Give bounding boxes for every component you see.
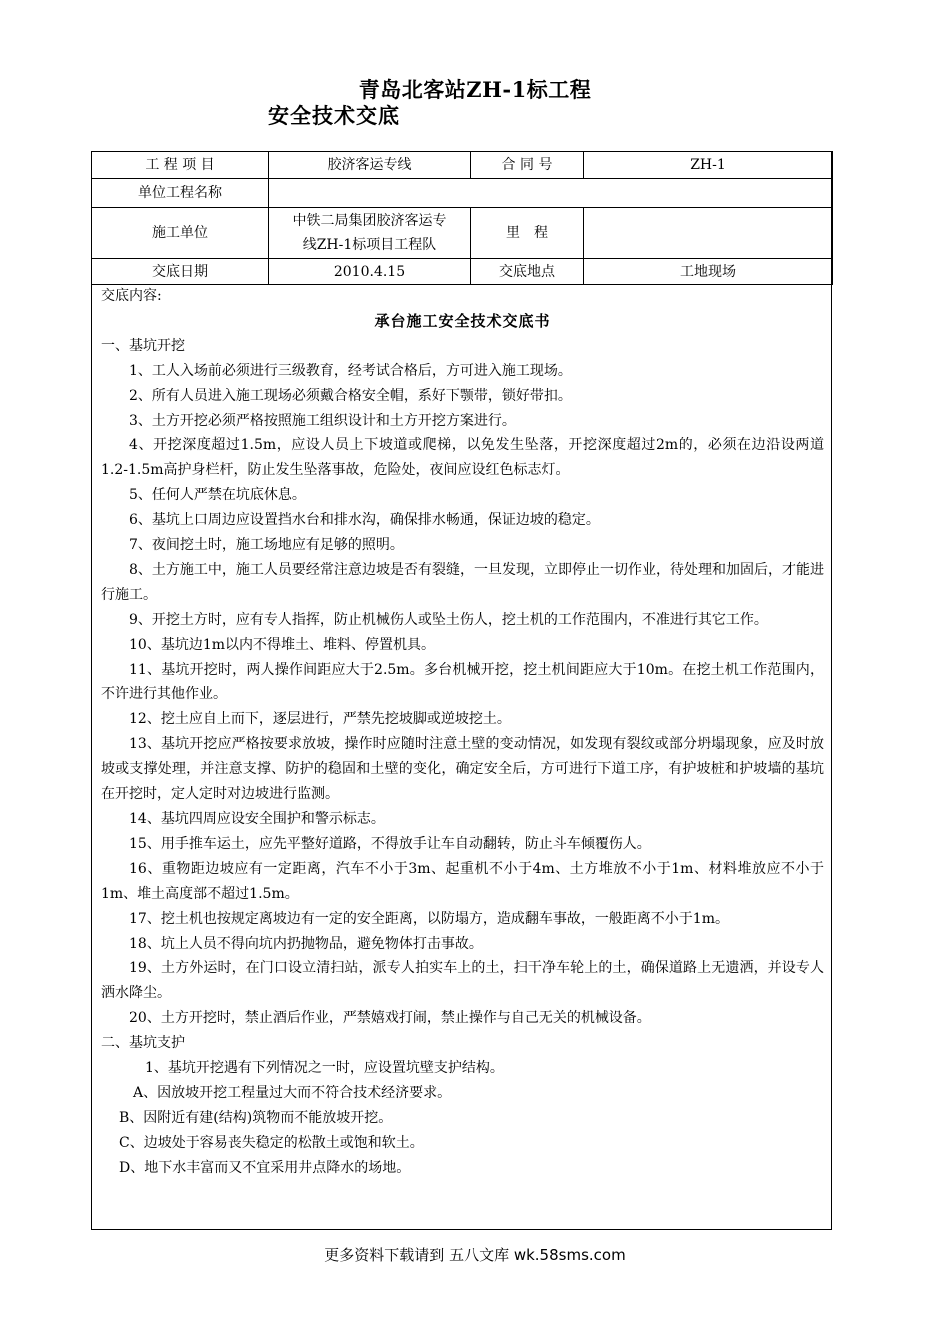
section1-item: 2、所有人员进入施工现场必须戴合格安全帽，系好下颚带，锁好带扣。: [129, 387, 572, 404]
date-value: 2010.4.15: [269, 259, 471, 285]
content-area: [91, 284, 832, 1181]
unit-name-label: 单位工程名称: [92, 179, 269, 208]
builder-label: 施工单位: [92, 208, 269, 259]
content-label: 交底内容:: [101, 288, 162, 304]
unit-name-value: [269, 179, 833, 208]
section2-item-1: 1、基坑开挖遇有下列情况之一时，应设置坑壁支护结构。: [145, 1060, 504, 1077]
section1-item: 18、坑上人员不得向坑内扔抛物品，避免物体打击事故。: [129, 935, 483, 952]
mileage-label: 里 程: [471, 208, 584, 259]
section1-item: 10、基坑边1m以内不得堆土、堆料、停置机具。: [129, 636, 435, 653]
section1-item: 5、任何人严禁在坑底休息。: [129, 487, 306, 504]
footer-link-text: 更多资料下载请到 五八文库 wk.58sms.com: [324, 1246, 626, 1264]
section1-item: 1、工人入场前必须进行三级教育，经考试合格后，方可进入施工现场。: [129, 362, 572, 379]
builder-value-line2: 线ZH-1标项目工程队: [302, 237, 437, 253]
section1-item: 7、夜间挖土时，施工场地应有足够的照明。: [129, 537, 404, 554]
project-value: 胶济客运专线: [269, 152, 471, 179]
section1-item: 11、基坑开挖时，两人操作间距应大于2.5m。多台机械开挖，挖土机间距应大于10m。在挖土机工作范围内，不许进行其他作业。: [101, 661, 824, 703]
builder-value: [269, 208, 471, 259]
mileage-value: [584, 208, 833, 259]
section1-item: 12、挖土应自上而下，逐层进行，严禁先挖坡脚或逆坡挖土。: [129, 711, 511, 728]
section1-item: 9、开挖土方时，应有专人指挥，防止机械伤人或坠土伤人，挖土机的工作范围内，不准进行其它工作。: [129, 611, 768, 628]
section1-item: 6、基坑上口周边应设置挡水台和排水沟，确保排水畅通，保证边坡的稳定。: [129, 512, 600, 529]
section2-item-b: B、因附近有建(结构)筑物而不能放坡开挖。: [119, 1109, 393, 1126]
section2-item-c: C、边坡处于容易丧失稳定的松散土或饱和软土。: [119, 1134, 424, 1151]
section1-item: 8、土方施工中，施工人员要经常注意边坡是否有裂缝，一旦发现，立即停止一切作业，待处理和加固后，才能进行施工。: [101, 561, 824, 603]
section1-item: 3、土方开挖必须严格按照施工组织设计和土方开挖方案进行。: [129, 412, 516, 429]
document-subtitle: 安全技术交底: [268, 103, 400, 128]
section1-item: 20、土方开挖时，禁止酒后作业，严禁嬉戏打闹，禁止操作与自己无关的机械设备。: [129, 1010, 651, 1027]
date-label: 交底日期: [92, 259, 269, 285]
info-table: [91, 151, 833, 285]
section1-item: 19、土方外运时，在门口设立清扫站，派专人拍实车上的土，扫干净车轮上的土，确保道路上无遗洒，并设专人洒水降尘。: [101, 960, 824, 1002]
section2-item-d: D、地下水丰富而又不宜采用井点降水的场地。: [119, 1159, 411, 1176]
section1-item: 17、挖土机也按规定离坡边有一定的安全距离，以防塌方，造成翻车事故，一般距离不小于1m。: [129, 910, 729, 927]
section1-item: 15、用手推车运土，应先平整好道路，不得放手让车自动翻转，防止斗车倾覆伤人。: [129, 835, 651, 852]
section1-list: [101, 359, 824, 1031]
place-value: 工地现场: [584, 259, 833, 285]
section1-item: 13、基坑开挖应严格按要求放坡，操作时应随时注意土壁的变动情况，如发现有裂纹或部分坍塌现象，应及时放坡或支撑处理，并注意支撑、防护的稳固和土壁的变化，确定安全后，方可进行下道工序，有护坡桩和护坡墙的基坑在开挖时，定人定时对边坡进行监测。: [101, 736, 824, 803]
place-label: 交底地点: [471, 259, 584, 285]
builder-value-line1: 中铁二局集团胶济客运专: [292, 213, 447, 229]
project-label: 工 程 项 目: [92, 152, 269, 179]
contract-label: 合 同 号: [471, 152, 584, 179]
content-heading: 承台施工安全技术交底书: [374, 311, 551, 330]
contract-value: ZH-1: [584, 152, 833, 179]
section1-title: 一、基坑开挖: [101, 337, 185, 354]
section2-title: 二、基坑支护: [101, 1035, 185, 1052]
section1-item: 4、开挖深度超过1.5m，应设人员上下坡道或爬梯，以免发生坠落，开挖深度超过2m的，必须在边沿设两道1.2-1.5m高护身栏杆，防止发生坠落事故，危险处，夜间应设红色标志灯。: [101, 437, 824, 479]
section1-item: 16、重物距边坡应有一定距离，汽车不小于3m、起重机不小于4m、土方堆放不小于1m、材料堆放应不小于1m、堆土高度部不超过1.5m。: [101, 860, 824, 902]
section2-item-a: A、因放坡开挖工程量过大而不符合技术经济要求。: [133, 1084, 452, 1101]
document-title: 青岛北客站ZH-1标工程: [358, 77, 592, 102]
section1-item: 14、基坑四周应设安全围护和警示标志。: [129, 811, 385, 827]
